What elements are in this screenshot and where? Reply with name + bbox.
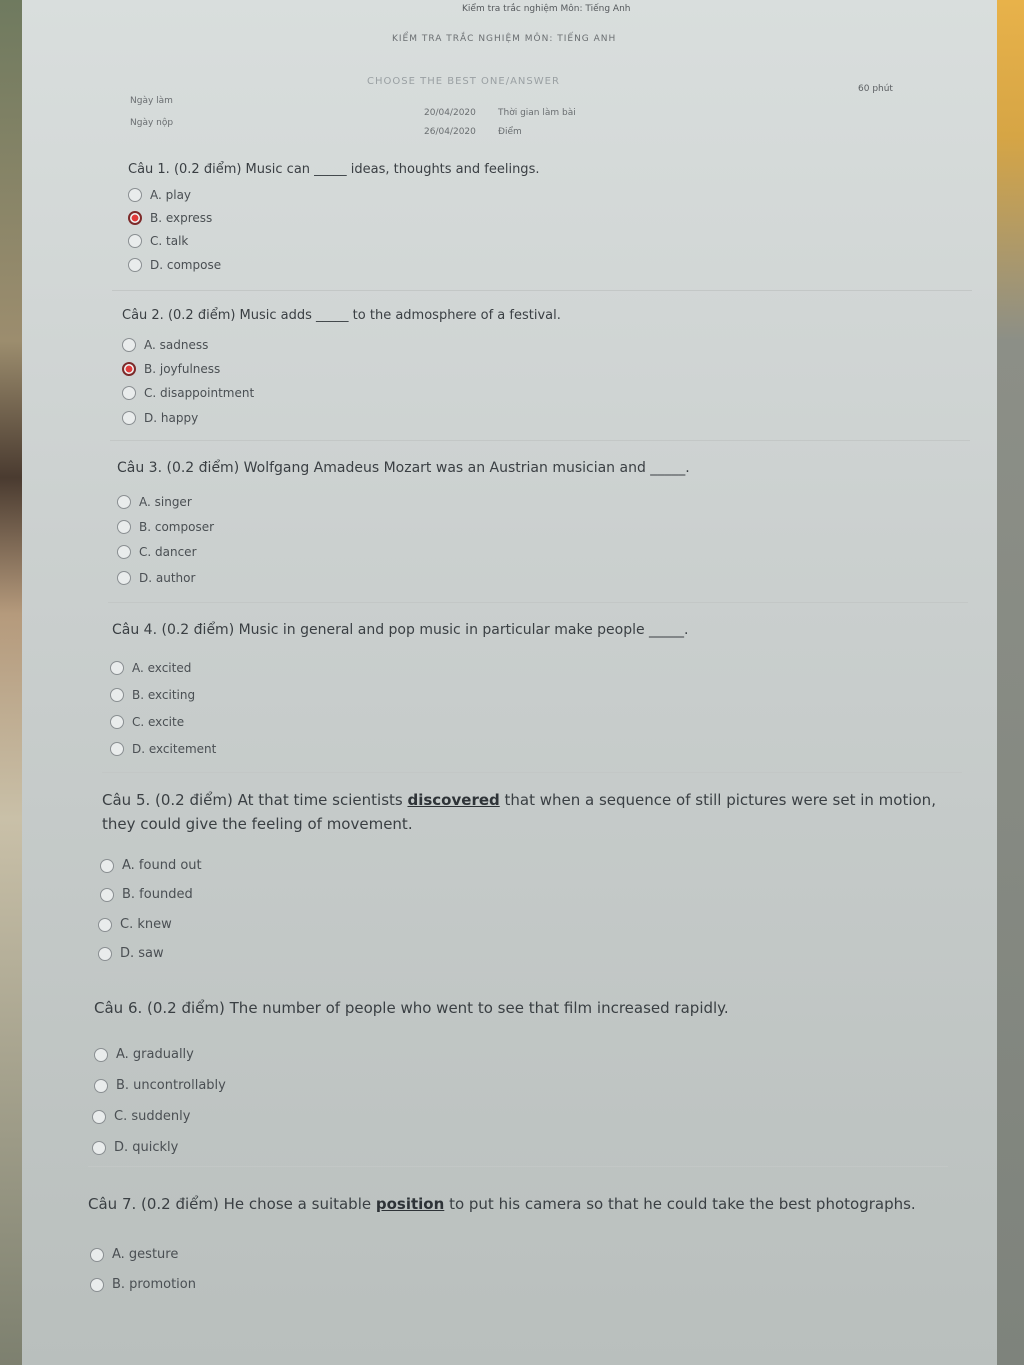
radio-icon — [110, 715, 124, 729]
q2-option-a[interactable]: A. sadness — [122, 338, 208, 352]
date-value: 20/04/2020 — [424, 108, 476, 118]
radio-icon — [98, 918, 112, 932]
q6-option-a[interactable]: A. gradually — [94, 1047, 194, 1062]
q2-option-b[interactable]: B. joyfulness — [122, 362, 220, 376]
question-5: Câu 5. (0.2 điểm) At that time scientists discovered that when a sequence of still pictures were set in motion, they could give the feeling of movement. — [102, 791, 936, 833]
radio-icon — [110, 661, 124, 675]
radio-icon — [98, 947, 112, 961]
duration: 60 phút — [858, 84, 893, 94]
divider — [88, 1166, 948, 1167]
quiz-page — [22, 0, 997, 1365]
radio-selected-icon — [128, 211, 142, 225]
q1-option-d[interactable]: D. compose — [128, 258, 221, 272]
q2-option-d[interactable]: D. happy — [122, 411, 198, 425]
page-header-title: Kiểm tra trắc nghiệm Môn: Tiếng Anh — [462, 4, 631, 14]
q1-option-a[interactable]: A. play — [128, 188, 191, 202]
radio-icon — [100, 859, 114, 873]
q3-option-a[interactable]: A. singer — [117, 495, 192, 509]
q5-option-a[interactable]: A. found out — [100, 858, 202, 873]
radio-icon — [122, 338, 136, 352]
q6-option-b[interactable]: B. uncontrollably — [94, 1078, 226, 1093]
question-1: Câu 1. (0.2 điểm) Music can _____ ideas, thoughts and feelings. — [128, 162, 540, 177]
radio-selected-icon — [122, 362, 136, 376]
q1-option-c[interactable]: C. talk — [128, 234, 188, 248]
radio-icon — [100, 888, 114, 902]
radio-icon — [117, 520, 131, 534]
q6-option-d[interactable]: D. quickly — [92, 1140, 178, 1155]
time-label: Thời gian làm bài — [498, 108, 576, 118]
radio-icon — [128, 258, 142, 272]
q5-option-b[interactable]: B. founded — [100, 887, 193, 902]
underlined-word: position — [375, 1195, 445, 1213]
radio-icon — [117, 545, 131, 559]
q5-option-d[interactable]: D. saw — [98, 946, 164, 961]
divider — [112, 290, 972, 291]
radio-icon — [90, 1278, 104, 1292]
radio-icon — [92, 1110, 106, 1124]
question-6: Câu 6. (0.2 điểm) The number of people who went to see that film increased rapidly. — [94, 999, 729, 1017]
q7-option-a[interactable]: A. gesture — [90, 1247, 178, 1262]
q4-option-c[interactable]: C. excite — [110, 715, 184, 729]
question-3: Câu 3. (0.2 điểm) Wolfgang Amadeus Mozart was an Austrian musician and _____. — [117, 460, 690, 476]
q7-option-b[interactable]: B. promotion — [90, 1277, 196, 1292]
q1-option-b[interactable]: B. express — [128, 211, 212, 225]
q3-option-b[interactable]: B. composer — [117, 520, 214, 534]
divider — [108, 602, 968, 603]
underlined-word: discovered — [407, 791, 500, 809]
radio-icon — [92, 1141, 106, 1155]
score-label: Điểm — [498, 127, 522, 137]
quiz-title: KIỂM TRA TRẮC NGHIỆM MÔN: TIẾNG ANH — [392, 34, 617, 44]
divider — [102, 772, 962, 773]
q4-option-a[interactable]: A. excited — [110, 661, 191, 675]
q2-option-c[interactable]: C. disappointment — [122, 386, 254, 400]
q3-option-d[interactable]: D. author — [117, 571, 195, 585]
question-2: Câu 2. (0.2 điểm) Music adds _____ to the admosphere of a festival. — [122, 308, 561, 323]
submit-value: 26/04/2020 — [424, 127, 476, 137]
radio-icon — [122, 411, 136, 425]
radio-icon — [110, 688, 124, 702]
q6-option-c[interactable]: C. suddenly — [92, 1109, 190, 1124]
submit-label: Ngày nộp — [130, 118, 174, 128]
q4-option-b[interactable]: B. exciting — [110, 688, 195, 702]
radio-icon — [117, 571, 131, 585]
instruction-text: CHOOSE THE BEST ONE/ANSWER — [367, 76, 560, 87]
divider — [94, 972, 954, 973]
radio-icon — [128, 188, 142, 202]
radio-icon — [117, 495, 131, 509]
q3-option-c[interactable]: C. dancer — [117, 545, 197, 559]
date-label: Ngày làm — [130, 96, 173, 106]
q5-option-c[interactable]: C. knew — [98, 917, 172, 932]
radio-icon — [128, 234, 142, 248]
q4-option-d[interactable]: D. excitement — [110, 742, 216, 756]
radio-icon — [94, 1079, 108, 1093]
question-4: Câu 4. (0.2 điểm) Music in general and pop music in particular make people _____. — [112, 622, 689, 638]
radio-icon — [122, 386, 136, 400]
radio-icon — [110, 742, 124, 756]
divider — [110, 440, 970, 441]
radio-icon — [94, 1048, 108, 1062]
radio-icon — [90, 1248, 104, 1262]
question-7: Câu 7. (0.2 điểm) He chose a suitable position to put his camera so that he could take the best photographs. — [88, 1195, 916, 1213]
